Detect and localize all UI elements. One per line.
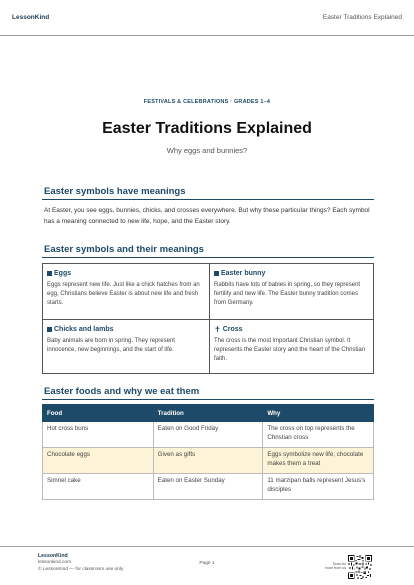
symbol-card-cross [209, 319, 374, 374]
footer-copyright: © LessonKind — for classroom use only [38, 567, 124, 572]
section-heading-meanings: Easter symbols have meanings [44, 186, 186, 197]
footer-site-link[interactable]: lessonkind.com [38, 560, 72, 565]
symbol-card-text: Rabbits have lots of babies in spring, so they represent fertility and new life. The Easter bunny tradition comes from Germany. [214, 282, 361, 306]
table-cell: Eaten on Easter Sunday [153, 474, 263, 500]
table-row [43, 422, 374, 448]
symbol-card-title: Easter bunny [221, 270, 266, 277]
section-divider [42, 399, 374, 400]
footer-brand: LessonKind [38, 553, 68, 559]
table-cell: Chocolate eggs [43, 448, 154, 474]
symbol-card-easter-bunny [209, 264, 374, 319]
column-header-food: Food [43, 405, 154, 422]
symbol-card-text: Baby animals are born in spring. They represent innocence, new beginnings, and the start of life. [47, 338, 175, 353]
symbol-card-title: Eggs [54, 270, 72, 277]
symbol-card-text: The cross is the most important Christian symbol. It represents the Easter story and the heart of the Christian faith. [214, 338, 366, 362]
table-cell: Simnel cake [43, 474, 154, 500]
foods-table [42, 404, 374, 500]
column-header-why: Why [263, 405, 374, 422]
eyebrow-label: FESTIVALS & CELEBRATIONS · GRADES 1–4 [143, 99, 271, 105]
table-cell: Eaten on Good Friday [153, 422, 263, 448]
table-row [43, 474, 374, 500]
square-bullet-icon [47, 271, 52, 276]
header-title: Easter Traditions Explained [322, 14, 402, 21]
symbol-card-title: Chicks and lambs [54, 326, 114, 333]
symbol-card-text: Eggs represent new life. Just like a chick hatches from an egg, Christians believe Easter is about new life and fresh starts. [47, 282, 200, 306]
square-bullet-icon [214, 271, 219, 276]
section-divider [42, 199, 374, 200]
qr-code-icon [348, 555, 372, 579]
header-brand: LessonKind [12, 14, 50, 21]
page-number: Page 1 [199, 561, 215, 566]
symbol-card-eggs [43, 264, 209, 319]
qr-caption: Scan for more from us [324, 562, 346, 571]
page-header [0, 0, 414, 36]
square-bullet-icon [47, 327, 52, 332]
table-cell: Hot cross buns [43, 422, 154, 448]
symbol-card-chicks-lambs [43, 319, 209, 374]
symbol-card-title: Cross [222, 326, 243, 333]
column-header-tradition: Tradition [153, 405, 263, 422]
section-heading-foods: Easter foods and why we eat them [44, 386, 200, 397]
section-heading-symbols: Easter symbols and their meanings [44, 244, 204, 255]
table-header-row [43, 405, 374, 422]
intro-paragraph: At Easter, you see eggs, bunnies, chicks, and crosses everywhere. But why these particular things? Each symbol has a meaning connected to new life, hope, and the Easter story. [44, 207, 370, 225]
table-cell: Given as gifts [153, 448, 263, 474]
page-subtitle: Why eggs and bunnies? [166, 146, 248, 155]
table-cell: 11 marzipan balls represent Jesus's disciples [263, 474, 374, 500]
table-cell: The cross on top represents the Christian cross [263, 422, 374, 448]
page-footer [0, 546, 414, 585]
cross-icon: ✝ [214, 325, 221, 334]
table-cell: Eggs symbolize new life; chocolate makes them a treat [263, 448, 374, 474]
page-title: Easter Traditions Explained [102, 120, 312, 137]
section-divider [42, 257, 374, 258]
table-row [43, 448, 374, 474]
symbols-grid [42, 263, 374, 374]
